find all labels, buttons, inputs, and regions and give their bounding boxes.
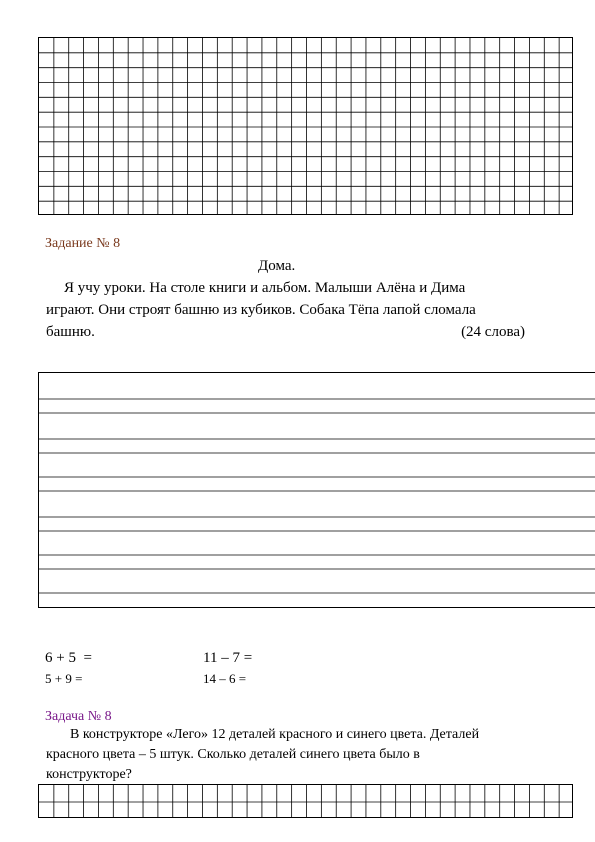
math-exercise-1: 6 + 5 = xyxy=(45,650,92,666)
problem-text xyxy=(46,725,568,785)
math-exercise-3: 5 + 9 = xyxy=(45,671,83,686)
problem-line-3: конструкторе? xyxy=(46,767,132,782)
dictation-line-1: Я учу уроки. На столе книги и альбом. Малыши Алёна и Дима xyxy=(64,280,466,296)
problem-line-1: В конструкторе «Лего» 12 деталей красного и синего цвета. Деталей xyxy=(70,727,480,742)
task-heading: Задание № 8 xyxy=(45,236,121,251)
problem-line-2: красного цвета – 5 штук. Сколько деталей синего цвета было в xyxy=(46,747,420,762)
dictation-text xyxy=(46,277,539,343)
math-exercise-2: 11 – 7 = xyxy=(203,650,253,666)
problem-heading: Задача № 8 xyxy=(45,709,112,724)
dictation-line-3 xyxy=(46,321,539,343)
squared-grid-bottom[interactable] xyxy=(38,784,573,818)
writing-lines[interactable] xyxy=(38,372,595,608)
dictation-line-3-text: башню. xyxy=(46,324,95,340)
dictation-title: Дома. xyxy=(258,258,296,274)
word-count: (24 слова) xyxy=(461,324,525,340)
squared-grid-top[interactable] xyxy=(38,37,573,215)
math-exercise-4: 14 – 6 = xyxy=(203,671,247,686)
dictation-line-2: играют. Они строят башню из кубиков. Собака Тёпа лапой сломала xyxy=(46,302,476,318)
